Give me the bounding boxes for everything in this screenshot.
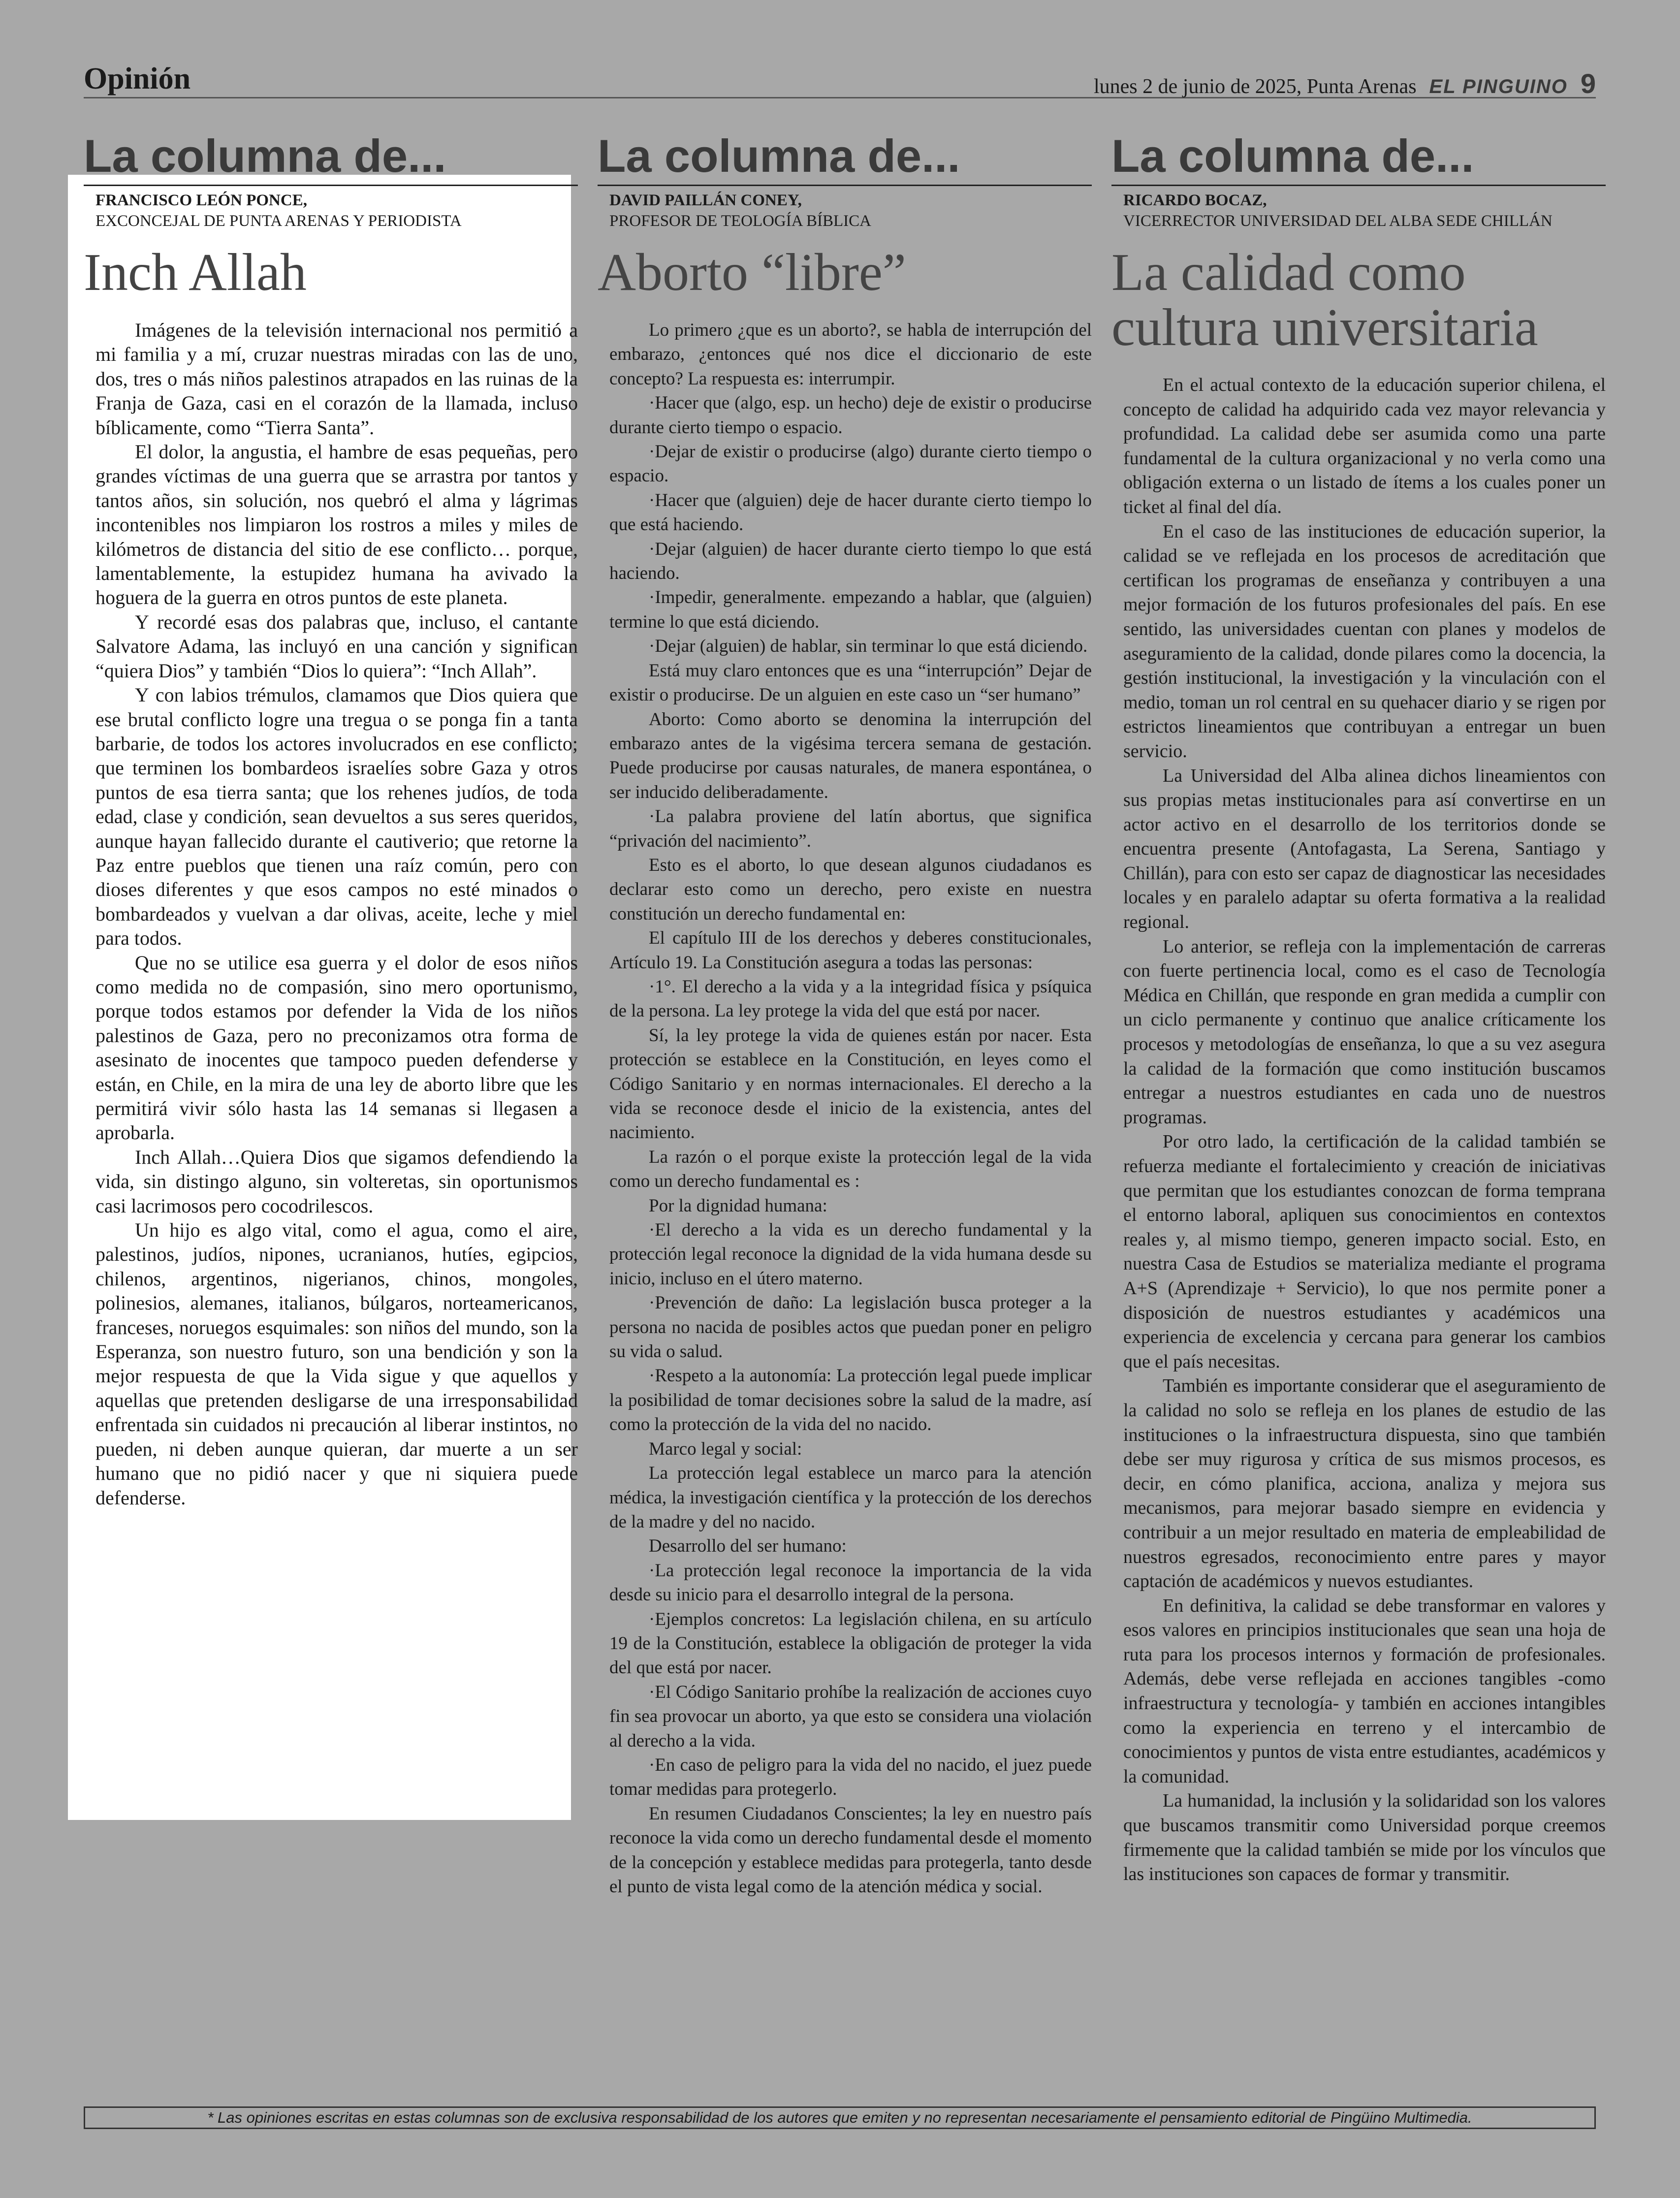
author-name: FRANCISCO LEÓN PONCE, [95, 191, 307, 209]
column-3 [1111, 129, 1606, 1887]
paragraph: ·Prevención de daño: La legislación busca proteger a la persona no nacida de posibles actos que puedan poner en peligro su vida o salud. [609, 1293, 1092, 1362]
paragraph: El capítulo III de los derechos y deberes constitucionales, Artículo 19. La Constitución asegura a todas las personas: [609, 928, 1092, 973]
page-number: 9 [1580, 68, 1596, 99]
article-body [84, 318, 578, 1510]
disclaimer: * Las opiniones escritas en estas columnas son de exclusiva responsabilidad de los autores que emiten y no representan necesariamente el pensamiento editorial de Pingüino Multimedia. [84, 2106, 1596, 2129]
paragraph: ·La palabra proviene del latín abortus, que significa “privación del nacimiento”. [609, 806, 1092, 851]
page-header [84, 62, 1596, 98]
paragraph: ·1°. El derecho a la vida y a la integridad física y psíquica de la persona. La ley protege la vida del que está por nacer. [609, 976, 1092, 1021]
paragraph: También es importante considerar que el aseguramiento de la calidad no solo se refleja en los planes de estudio de las instituciones o la infraestructura dispuesta, sino que también debe ser muy rigurosa y crítica de sus mismos procesos, es decir, en cómo planifica, acciona, analiza y mejora sus mecanismos, para mejorar basado siempre en evidencia y contribuir a un mejor resultado en materia de empleabilidad de nuestros egresados, reconocimiento entre pares y mayor captación de académicos y nuevos estudiantes. [1123, 1375, 1606, 1592]
paragraph: ·Dejar de existir o producirse (algo) durante cierto tiempo o espacio. [609, 442, 1092, 486]
author-position: VICERRECTOR UNIVERSIDAD DEL ALBA SEDE CHILLÁN [1123, 212, 1553, 230]
paragraph: ·Ejemplos concretos: La legislación chilena, en su artículo 19 de la Constitución, establece la obligación de proteger la vida del que está por nacer. [609, 1609, 1092, 1678]
author-name: RICARDO BOCAZ, [1123, 191, 1267, 209]
brand-logo: EL PINGUINO [1429, 76, 1568, 97]
article-body [1111, 373, 1606, 1887]
paragraph: ·Hacer que (alguien) deje de hacer durante cierto tiempo lo que está haciendo. [609, 490, 1092, 535]
article-title: Inch Allah [84, 243, 307, 302]
paragraph: Desarrollo del ser humano: [649, 1536, 847, 1557]
byline [1111, 190, 1606, 231]
byline [84, 190, 578, 231]
paragraph: ·Respeto a la autonomía: La protección legal puede implicar la posibilidad de tomar decisiones sobre la salud de la madre, así como la protección de la vida del no nacido. [609, 1366, 1092, 1435]
paragraph: En resumen Ciudadanos Conscientes; la ley en nuestro país reconoce la vida como un derecho fundamental desde el momento de la concepción y establece medidas para protegerla, tanto desde el punto de vista legal como de la atención médica y social. [609, 1803, 1092, 1897]
paragraph: Un hijo es algo vital, como el agua, como el aire, palestinos, judíos, nipones, ucranianos, hutíes, egipcios, chilenos, argentinos, nigerianos, chinos, mongoles, polinesios, alemanes, italianos, búlgaros, norteamericanos, franceses, noruegos esquimales: son niños del mundo, son la Esperanza, son nuestro futuro, son una bendición y son la mejor respuesta de que la Vida sigue y que aquellos y aquellas que pretenden desligarse de una irresponsabilidad enfrentada sin cuidados ni precaución al liberar instintos, no pueden, ni deben aunque quieran, dar muerte a un ser humano que no pidió nacer y que ni siquiera puede defenderse. [95, 1219, 578, 1509]
paragraph: ·Impedir, generalmente. empezando a hablar, que (alguien) termine lo que está diciendo. [609, 587, 1092, 632]
column-kicker: La columna de... [1111, 129, 1606, 186]
paragraph: Imágenes de la televisión internacional nos permitió a mi familia y a mí, cruzar nuestras miradas con las de uno, dos, tres o más niños palestinos atrapados en las ruinas de la Franja de Gaza, casi en el corazón de la llamada, incluso bíblicamente, como “Tierra Santa”. [95, 319, 578, 439]
byline [598, 190, 1092, 231]
paragraph: Por la dignidad humana: [649, 1195, 827, 1216]
author-position: PROFESOR DE TEOLOGÍA BÍBLICA [609, 212, 872, 230]
paragraph: ·Dejar (alguien) de hacer durante cierto tiempo lo que está haciendo. [609, 539, 1092, 584]
paragraph: Lo anterior, se refleja con la implementación de carreras con fuerte pertinencia local, como es el caso de Tecnología Médica en Chillán, que responde en gran medida a cumplir con un ciclo permanente y continuo que analice críticamente los procesos y metodologías de enseñanza, lo que a su vez asegura la calidad de la formación que como institución buscamos entregar a nuestros estudiantes en cada uno de nuestros programas. [1123, 936, 1606, 1128]
paragraph: En el caso de las instituciones de educación superior, la calidad se ve reflejada en los procesos de acreditación que certifican los programas de enseñanza y contribuyen a una mejor formación de los futuros profesionales del país. En ese sentido, las universidades cuentan con planes y modelos de aseguramiento de la calidad, donde pilares como la docencia, la gestión institucional, la investigación y la vinculación con el medio, toman un rol central en su quehacer diario y se rigen por estrictos lineamientos que contribuyan a entregar un buen servicio. [1123, 521, 1606, 762]
column-kicker: La columna de... [598, 129, 1092, 186]
paragraph: Aborto: Como aborto se denomina la interrupción del embarazo antes de la vigésima tercera semana de gestación. Puede producirse por causas naturales, de manera espontánea, o ser inducido deliberadamente. [609, 709, 1092, 802]
section-name: Opinión [84, 62, 191, 96]
paragraph: En el actual contexto de la educación superior chilena, el concepto de calidad ha adquirido cada vez mayor relevancia y profundidad. La calidad debe ser asumida como una parte fundamental de la cultura organizacional y no verla como una obligación externa o un listado de ítems a los cuales poner un ticket al final del día. [1123, 375, 1606, 517]
paragraph: ·Dejar (alguien) de hablar, sin terminar lo que está diciendo. [649, 636, 1088, 657]
paragraph: ·La protección legal reconoce la importancia de la vida desde su inicio para el desarrollo integral de la persona. [609, 1560, 1092, 1605]
column-kicker: La columna de... [84, 129, 578, 186]
column-2 [598, 129, 1092, 1899]
author-position: EXCONCEJAL DE PUNTA ARENAS Y PERIODISTA [95, 212, 462, 230]
paragraph: Está muy claro entonces que es una “interrupción” Dejar de existir o producirse. De un alguien en este caso un “ser humano” [609, 660, 1092, 705]
paragraph: Inch Allah…Quiera Dios que sigamos defendiendo la vida, sin distingo alguno, sin volteretas, sin oportunismos casi lacrimosos pero cocodrilescos. [95, 1146, 578, 1217]
author-name: DAVID PAILLÁN CONEY, [609, 191, 802, 209]
paragraph: En definitiva, la calidad se debe transformar en valores y esos valores en principios institucionales que sean una hoja de ruta para los procesos internos y formación de profesionales. Además, debe verse reflejada en acciones tangibles -como infraestructura y tecnología- y también en acciones intangibles como la experiencia en terreno y el intercambio de conocimientos y puntos de vista entre estudiantes, académicos y la comunidad. [1123, 1595, 1606, 1787]
column-1 [84, 129, 578, 1510]
paragraph: ·El derecho a la vida es un derecho fundamental y la protección legal reconoce la dignidad de la vida humana desde su inicio, incluso en el útero materno. [609, 1220, 1092, 1289]
paragraph: El dolor, la angustia, el hambre de esas pequeñas, pero grandes víctimas de una guerra que se arrastra por tantos y tantos años, sin solución, nos quebró el alma y lágrimas incontenibles nos limpiaron los rostros a miles y miles de kilómetros de distancia del sitio de ese conflicto… porque, lamentablemente, la estupidez humana ha avivado la hoguera de la guerra en otros puntos de este planeta. [95, 441, 578, 609]
paragraph: La razón o el porque existe la protección legal de la vida como un derecho fundamental es : [609, 1147, 1092, 1192]
paragraph: Y recordé esas dos palabras que, incluso, el cantante Salvatore Adama, las incluyó en una canción y significan “quiera Dios” y también “Dios lo quiera”: “Inch Allah”. [95, 610, 578, 682]
paragraph: Que no se utilice esa guerra y el dolor de esos niños como medida no de compasión, sino mero oportunismo, porque todos estamos por defender la Vida de los niños palestinos de Gaza, pero no preconizamos otra forma de asesinato de inocentes que tampoco pueden defenderse y están, en Chile, en la mira de una ley de aborto libre que les permitirá vivir sólo hasta las 14 semanas si llegasen a aprobarla. [95, 951, 578, 1144]
article-title: La calidad como cultura universitaria [1111, 243, 1538, 357]
paragraph: ·En caso de peligro para la vida del no nacido, el juez puede tomar medidas para protegerlo. [609, 1754, 1092, 1800]
paragraph: La Universidad del Alba alinea dichos lineamientos con sus propias metas institucionales para así convertirse en un actor activo en el desarrollo de los territorios donde se encuentra presente (Antofagasta, La Serena, Santiago y Chillán), para con esto ser capaz de diagnosticar las necesidades locales y en paralelo adaptar su oferta formativa a la realidad regional. [1123, 765, 1606, 933]
paragraph: La humanidad, la inclusión y la solidaridad son los valores que buscamos transmitir como Universidad porque creemos firmemente que la calidad también se mide por los vínculos que las instituciones son capaces de formar y transmitir. [1123, 1790, 1606, 1885]
paragraph: ·El Código Sanitario prohíbe la realización de acciones cuyo fin sea provocar un aborto, ya que esto se considera una violación al derecho a la vida. [609, 1682, 1092, 1751]
paragraph: La protección legal establece un marco para la atención médica, la investigación científica y la protección de los derechos de la madre y del no nacido. [609, 1463, 1092, 1532]
paragraph: Esto es el aborto, lo que desean algunos ciudadanos es declarar esto como un derecho, pero existe en nuestra constitución un derecho fundamental en: [609, 855, 1092, 924]
paragraph: Y con labios trémulos, clamamos que Dios quiera que ese brutal conflicto logre una tregua o se ponga fin a tanta barbarie, de todos los actores involucrados en ese conflicto; que terminen los bombardeos israelíes sobre Gaza y otros puntos de esa tierra santa; que los rehenes judíos, de toda edad, clase y condición, sean devueltos a sus seres queridos, aunque hayan fallecido durante el cautiverio; que retorne la Paz entre pueblos que tienen una raíz común, pero con dioses diferentes y que esos campos no esté minados o bombardeados y vuelvan a dar olivas, aceite, leche y miel para todos. [95, 684, 578, 950]
paragraph: Sí, la ley protege la vida de quienes están por nacer. Esta protección se establece en la Constitución, en leyes como el Código Sanitario y en normas internacionales. El derecho a la vida se reconoce desde el inicio de la existencia, antes del nacimiento. [609, 1025, 1092, 1143]
dateline: lunes 2 de junio de 2025, Punta Arenas [1093, 75, 1417, 98]
paragraph: ·Hacer que (algo, esp. un hecho) deje de existir o producirse durante cierto tiempo o espacio. [609, 393, 1092, 438]
paragraph: Lo primero ¿que es un aborto?, se habla de interrupción del embarazo, ¿entonces qué nos dice el diccionario de este concepto? La respuesta es: interrumpir. [609, 320, 1092, 389]
article-title: Aborto “libre” [598, 243, 906, 302]
paragraph: Marco legal y social: [649, 1438, 802, 1459]
paragraph: Por otro lado, la certificación de la calidad también se refuerza mediante el fortalecimiento y creación de iniciativas que permitan que los estudiantes conozcan de forma temprana el entorno laboral, apliquen sus conocimientos en contextos reales y, al mismo tiempo, generen impacto social. Esto, en nuestra Casa de Estudios se materializa mediante el programa A+S (Aprendizaje + Servicio), lo que nos permite poner a disposición de nuestros estudiantes y académicos una experiencia de excelencia y cercana para generar los cambios que el país necesitas. [1123, 1131, 1606, 1372]
header-right [1094, 67, 1596, 99]
article-body [598, 318, 1092, 1899]
